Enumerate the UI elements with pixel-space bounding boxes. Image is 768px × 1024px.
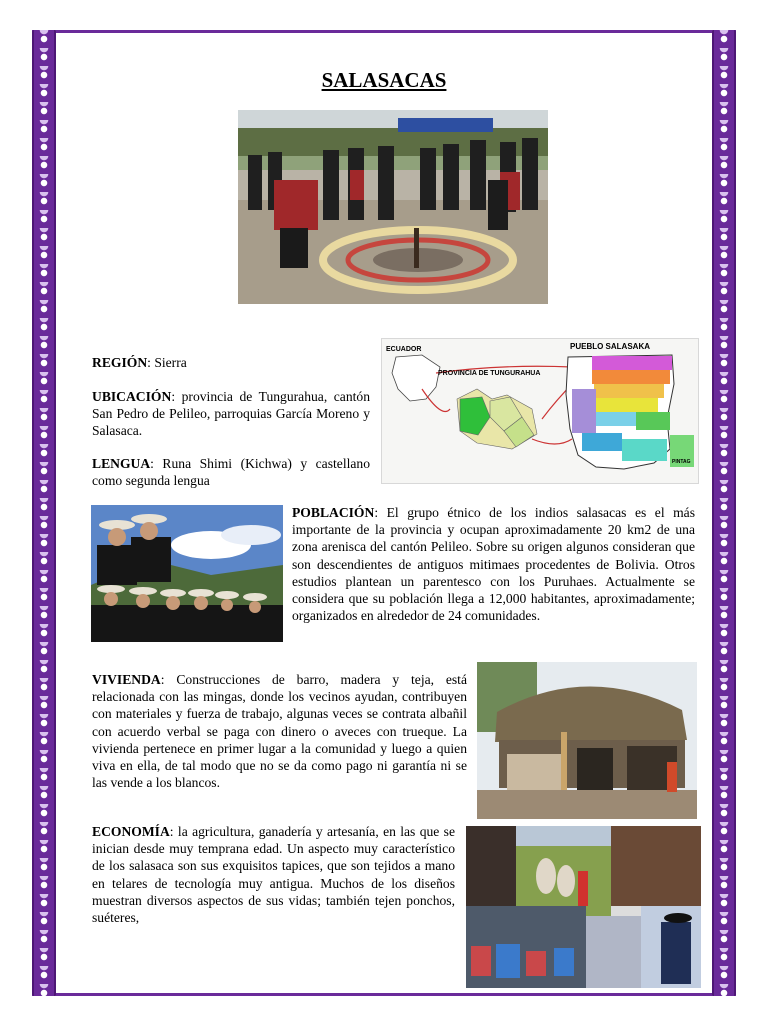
- region-label: REGIÓN: [92, 355, 148, 370]
- map-label-pueblo: PUEBLO SALASAKA: [570, 342, 651, 351]
- lengua-paragraph: [92, 455, 370, 489]
- region-text: : Sierra: [147, 355, 187, 370]
- region-paragraph: [92, 354, 370, 371]
- page-border-bottom: [32, 993, 736, 996]
- economia-paragraph: [92, 823, 455, 926]
- house-photo: [477, 662, 697, 819]
- vivienda-paragraph: [92, 671, 467, 791]
- vivienda-text: : Construcciones de barro, madera y teja, está relacionada con las mingas, donde los vecinos ayudan, contribuyen con materiales y fuerza de trabajo, algunas veces se contrata albañil con acuerdo verbal se paga con dinero o aveces con trueque. La vivienda pertenece en primer lugar a la comunidad y luego a quien viva en ella, de tal modo que no se da como pago ni garantía ni se las vende a los blancos.: [92, 672, 467, 791]
- poblacion-paragraph: [292, 504, 695, 624]
- ceremony-photo: [238, 110, 548, 304]
- economia-text: : la agricultura, ganadería y artesanía, en las que se inician desde muy temprana edad. Un aspecto muy característico de los salasaca son sus exquisitos tapices, que son tejidos a mano en telares de tecnología muy antigua. Muchos de los diseños muestran diversos aspectos de sus vidas; también tejen ponchos, suéteres,: [92, 824, 455, 926]
- economia-label: ECONOMÍA: [92, 824, 170, 839]
- map-label-province: PROVINCIA DE TUNGURAHUA: [438, 370, 541, 377]
- lengua-text: : Runa Shimi (Kichwa) y castellano como segunda lengua: [92, 456, 370, 489]
- salasaka-map: [381, 338, 699, 484]
- vivienda-label: VIVIENDA: [92, 672, 161, 687]
- economy-collage-photo: [466, 826, 701, 988]
- page-border-left: [32, 30, 56, 996]
- lengua-label: LENGUA: [92, 456, 151, 471]
- page-border-right: [712, 30, 736, 996]
- ubicacion-label: UBICACIÓN: [92, 389, 172, 404]
- page-border-top: [32, 30, 736, 33]
- ubicacion-paragraph: [92, 388, 370, 440]
- ubicacion-text: : provincia de Tungurahua, cantón San Pedro de Pelileo, parroquias García Moreno y Salasaca.: [92, 389, 370, 439]
- map-label-ecuador: ECUADOR: [386, 346, 422, 353]
- poblacion-label: POBLACIÓN: [292, 505, 375, 520]
- salasaca-people-photo: [91, 505, 283, 642]
- poblacion-text: : El grupo étnico de los indios salasacas es el más importante de la provincia y ocupan aproximadamente 20 km2 de una zona arenisca del cantón Pelileo. Sobre su origen algunos consideran que son descendientes de antiguos mitimaes procedentes de Bolivia. Otros estudios plantean un parentesco con los Puruhaes. Actualmente se considera que su población llega a 12,000 habitantes, aproximadamente; organizados en alrededor de 24 comunidades.: [292, 505, 695, 624]
- map-label-pintag: PINTAG: [672, 459, 691, 465]
- page-title: SALASACAS: [321, 68, 447, 92]
